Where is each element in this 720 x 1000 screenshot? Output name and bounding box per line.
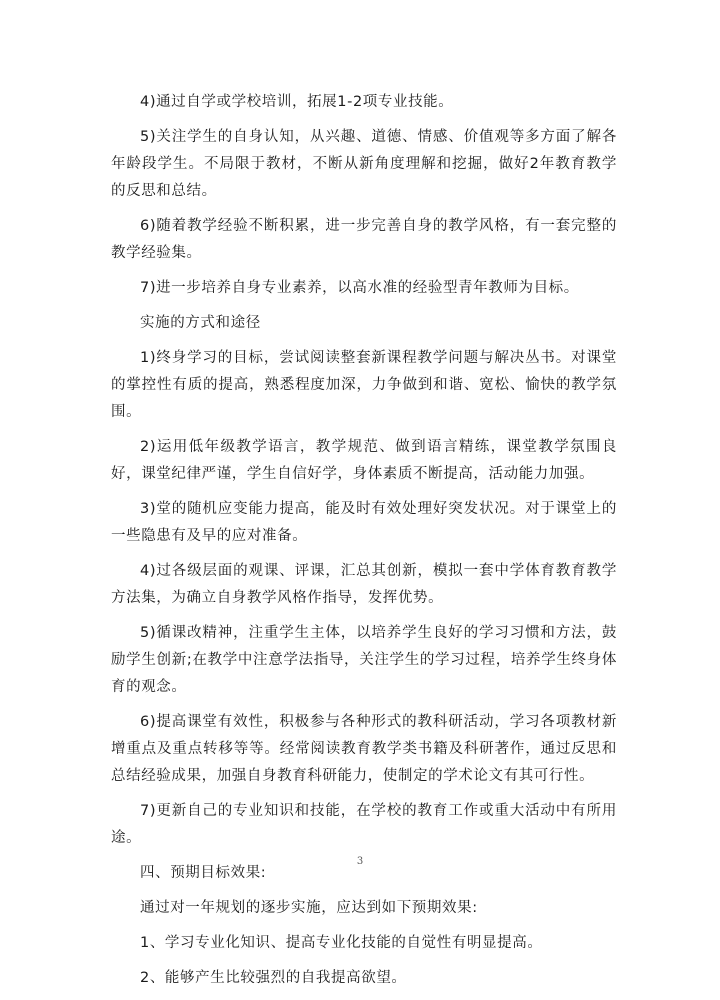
paragraph: 通过对一年规划的逐步实施，应达到如下预期效果: (140, 900, 478, 916)
paragraph: 6)提高课堂有效性，积极参与各种形式的教科研活动，学习各项教材新增重点及重点转移等等。经常阅读教育教学类书籍及科研著作，通过反思和总结经验成果，加强自身教育科研能力，使制定的学术论文有其可行性。 (111, 714, 617, 784)
paragraph: 7)更新自己的专业知识和技能，在学校的教育工作或重大活动中有所用途。 (111, 803, 617, 846)
paragraph: 5)循课改精神，注重学生主体，以培养学生良好的学习习惯和方法，鼓励学生创新;在教学中注意学法指导，关注学生的学习过程，培养学生终身体育的观念。 (111, 625, 617, 695)
paragraph: 2)运用低年级教学语言，教学规范、做到语言精练，课堂教学氛围良好，课堂纪律严谨，学生自信好学，身体素质不断提高，活动能力加强。 (111, 439, 617, 482)
paragraph: 4)过各级层面的观课、评课，汇总其创新，模拟一套中学体育教育教学方法集，为确立自身教学风格作指导，发挥优势。 (111, 563, 617, 606)
paragraph: 6)随着教学经验不断积累，进一步完善自身的教学风格，有一套完整的教学经验集。 (111, 218, 617, 261)
paragraph: 1、学习专业化知识、提高专业化技能的自觉性有明显提高。 (140, 935, 543, 951)
section-heading: 实施的方式和途径 (140, 315, 261, 331)
section-heading: 四、预期目标效果: (140, 865, 267, 881)
paragraph: 1)终身学习的目标，尝试阅读整套新课程教学问题与解决丛书。对课堂的掌控性有质的提高，熟悉程度加深，力争做到和谐、宽松、愉快的教学氛围。 (111, 350, 617, 420)
paragraph: 5)关注学生的自身认知，从兴趣、道德、情感、价值观等多方面了解各年龄段学生。不局限于教材，不断从新角度理解和挖掘，做好2年教育教学的反思和总结。 (111, 129, 617, 199)
paragraph: 4)通过自学或学校培训，拓展1-2项专业技能。 (140, 94, 454, 110)
paragraph: 3)堂的随机应变能力提高，能及时有效处理好突发状况。对于课堂上的一些隐患有及早的应对准备。 (111, 501, 617, 544)
paragraph: 2、能够产生比较强烈的自我提高欲望。 (140, 970, 407, 986)
paragraph: 7)进一步培养自身专业素养，以高水准的经验型青年教师为目标。 (140, 280, 579, 296)
page-number: 3 (356, 856, 364, 867)
